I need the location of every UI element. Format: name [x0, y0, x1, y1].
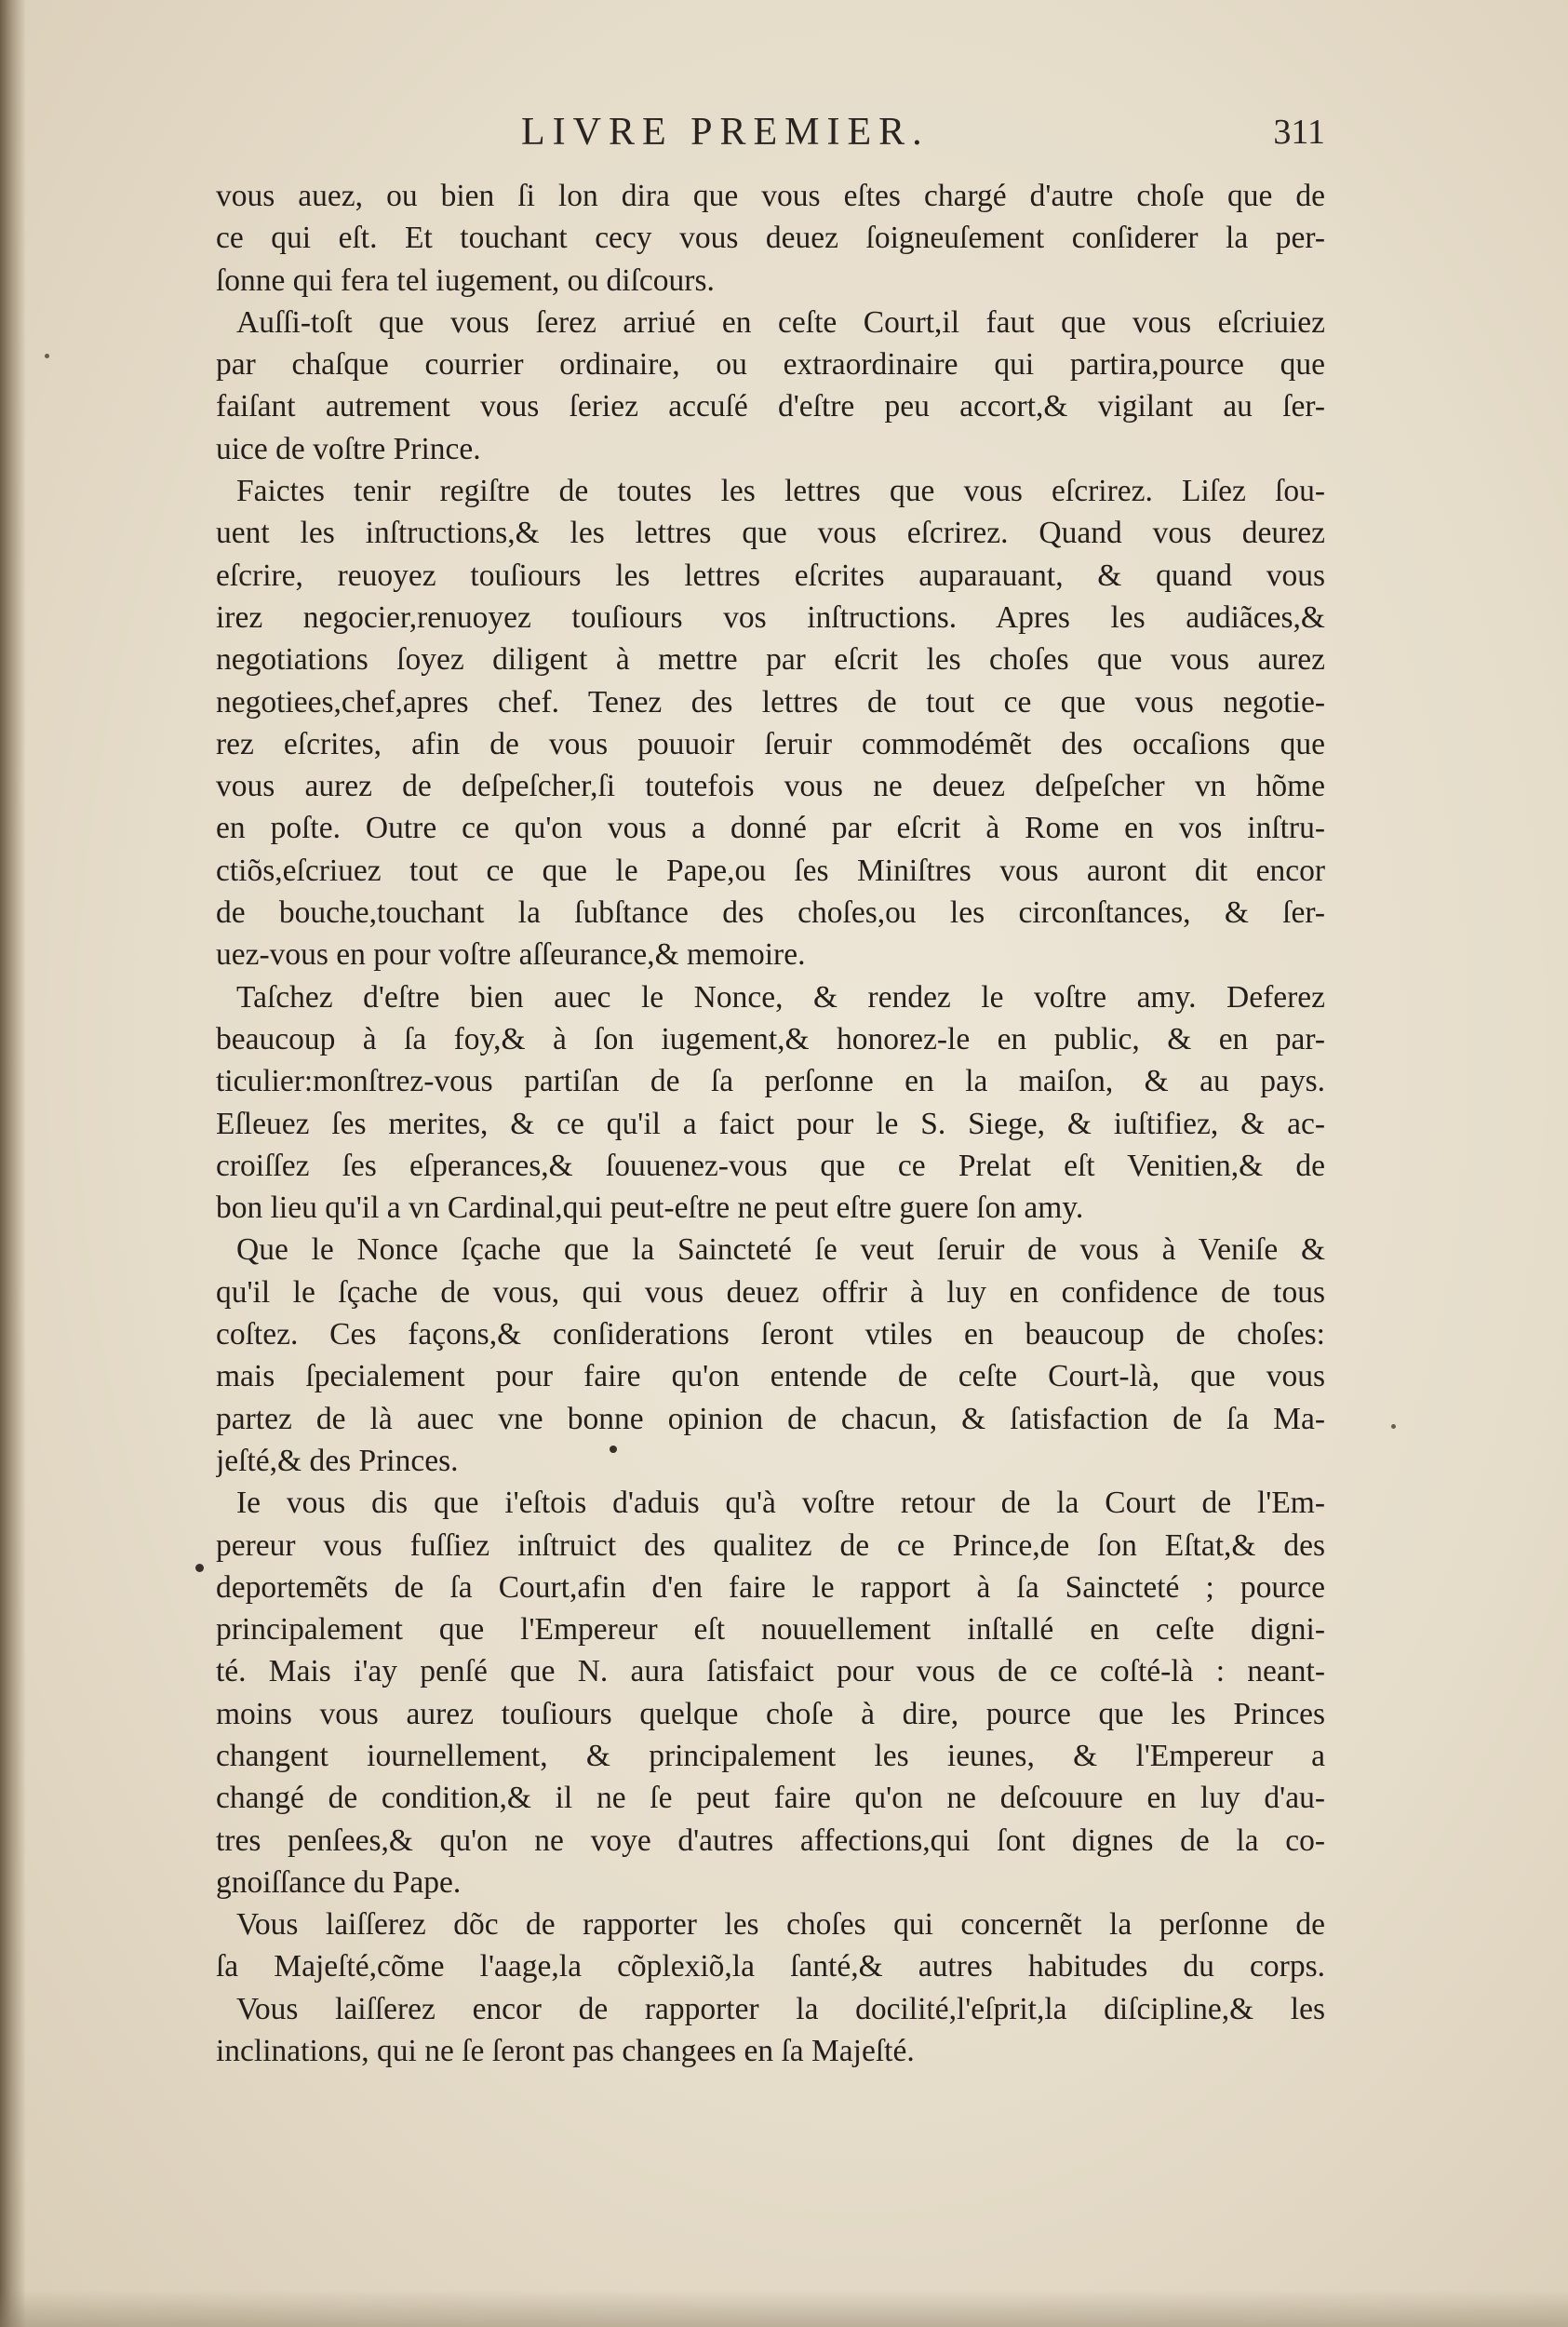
text-line: ſa Majeſté,cõme l'aage,la cõplexiõ,la ſanté,& autres habitudes du corps. — [216, 1949, 1325, 1984]
text-line: tres penſees,& qu'on ne voye d'autres affections,qui ſont dignes de la co- — [216, 1823, 1325, 1858]
text-line: ce qui eſt. Et touchant cecy vous deuez ſoigneuſement conſiderer la per- — [216, 221, 1325, 256]
text-line: faiſant autrement vous ſeriez accuſé d'eſtre peu accort,& vigilant au ſer- — [216, 389, 1325, 424]
text-line: deportemẽts de ſa Court,afin d'en faire le rapport à ſa Saincteté ; pource — [216, 1569, 1325, 1605]
text-line: negotiations ſoyez diligent à mettre par eſcrit les choſes que vous aurez — [216, 642, 1325, 678]
text-line: té. Mais i'ay penſé que N. aura ſatisfaict pour vous de ce coſté-là : neant- — [216, 1654, 1325, 1689]
text-line: Faictes tenir regiſtre de toutes les lettres que vous eſcrirez. Liſez ſou- — [236, 474, 1325, 509]
text-line: irez negocier,renuoyez touſiours vos inſtructions. Apres les audiãces,& — [216, 599, 1325, 635]
bottom-edge-shadow — [0, 2290, 1568, 2327]
body-text — [216, 175, 1325, 2072]
text-line: qu'il le ſçache de vous, qui vous deuez offrir à luy en confidence de tous — [216, 1274, 1325, 1310]
text-line: Auſſi-toſt que vous ſerez arriué en ceſte Court,il faut que vous eſcriuiez — [236, 304, 1325, 340]
running-title: LIVRE PREMIER. — [521, 111, 930, 154]
text-line: en poſte. Outre ce qu'on vous a donné par eſcrit à Rome en vos inſtru- — [216, 811, 1325, 846]
text-line: beaucoup à ſa foy,& à ſon iugement,& honorez-le en public, & en par- — [216, 1021, 1325, 1056]
text-line: uice de voſtre Prince. — [216, 431, 481, 466]
text-line: changé de condition,& il ne ſe peut faire qu'on ne deſcouure en luy d'au- — [216, 1781, 1325, 1816]
text-line: eſcrire, reuoyez touſiours les lettres eſcrites auparauant, & quand vous — [216, 558, 1325, 593]
text-line: ctiõs,eſcriuez tout ce que le Pape,ou ſes Miniſtres vous auront dit encor — [216, 853, 1325, 888]
text-line: ſonne qui fera tel iugement, ou diſcours. — [216, 262, 715, 298]
text-line: coſtez. Ces façons,& conſiderations ſeront vtiles en beaucoup de choſes: — [216, 1317, 1325, 1352]
text-line: inclinations, qui ne ſe ſeront pas changees en ſa Majeſté. — [216, 2034, 915, 2069]
ink-speck — [45, 354, 49, 358]
text-line: negotiees,chef,apres chef. Tenez des lettres de tout ce que vous negotie- — [216, 684, 1325, 720]
text-line: de bouche,touchant la ſubſtance des choſes,ou les circonſtances, & ſer- — [216, 895, 1325, 931]
text-line: rez eſcrites, afin de vous pouuoir ſeruir commodémẽt des occaſions que — [216, 726, 1325, 761]
text-line: Ie vous dis que i'eſtois d'aduis qu'à voſtre retour de la Court de l'Em- — [236, 1486, 1325, 1521]
text-line: principalement que l'Empereur eſt nouuellement inſtallé en ceſte digni- — [216, 1612, 1325, 1648]
ink-speck — [610, 1446, 617, 1453]
text-line: par chaſque courrier ordinaire, ou extraordinaire qui partira,pource que — [216, 347, 1325, 383]
text-line: Vous laiſſerez dõc de rapporter les choſes qui concernẽt la perſonne de — [236, 1907, 1325, 1943]
text-line: Que le Nonce ſçache que la Saincteté ſe veut ſeruir de vous à Veniſe & — [236, 1232, 1325, 1268]
ink-speck — [195, 1564, 204, 1572]
text-line: pereur vous fuſſiez inſtruict des qualitez de ce Prince,de ſon Eſtat,& des — [216, 1527, 1325, 1563]
text-line: changent iournellement, & principalement les ieunes, & l'Empereur a — [216, 1738, 1325, 1773]
text-line: moins vous aurez touſiours quelque choſe à dire, pource que les Princes — [216, 1696, 1325, 1731]
page-number: 311 — [1273, 113, 1325, 152]
text-line: Vous laiſſerez encor de rapporter la docilité,l'eſprit,la diſcipline,& les — [236, 1991, 1325, 2026]
text-line: uez-vous en pour voſtre aſſeurance,& memoire. — [216, 937, 806, 973]
text-line: partez de là auec vne bonne opinion de chacun, & ſatisfaction de ſa Ma- — [216, 1401, 1325, 1436]
text-line: croiſſez ſes eſperances,& ſouuenez-vous que ce Prelat eſt Venitien,& de — [216, 1148, 1325, 1183]
page-header — [216, 110, 1325, 166]
text-line: jeſté,& des Princes. — [216, 1443, 459, 1478]
text-line: vous aurez de deſpeſcher,ſi toutefois vous ne deuez deſpeſcher vn hõme — [216, 769, 1325, 804]
text-line: gnoiſſance du Pape. — [216, 1864, 462, 1900]
text-line: Eſleuez ſes merites, & ce qu'il a faict pour le S. Siege, & iuſtifiez, & ac- — [216, 1106, 1325, 1141]
text-line: ticulier:monſtrez-vous partiſan de ſa perſonne en la maiſon, & au pays. — [216, 1064, 1325, 1099]
binding-shadow — [0, 0, 26, 2327]
ink-speck — [1391, 1424, 1396, 1429]
text-line: vous auez, ou bien ſi lon dira que vous eſtes chargé d'autre choſe que de — [216, 179, 1325, 213]
text-line: bon lieu qu'il a vn Cardinal,qui peut-eſtre ne peut eſtre guere ſon amy. — [216, 1190, 1084, 1226]
text-line: uent les inſtructions,& les lettres que vous eſcrirez. Quand vous deurez — [216, 516, 1325, 551]
text-line: mais ſpecialement pour faire qu'on entende de ceſte Court-là, que vous — [216, 1359, 1325, 1394]
text-line: Taſchez d'eſtre bien auec le Nonce, & rendez le voſtre amy. Deferez — [236, 979, 1325, 1015]
